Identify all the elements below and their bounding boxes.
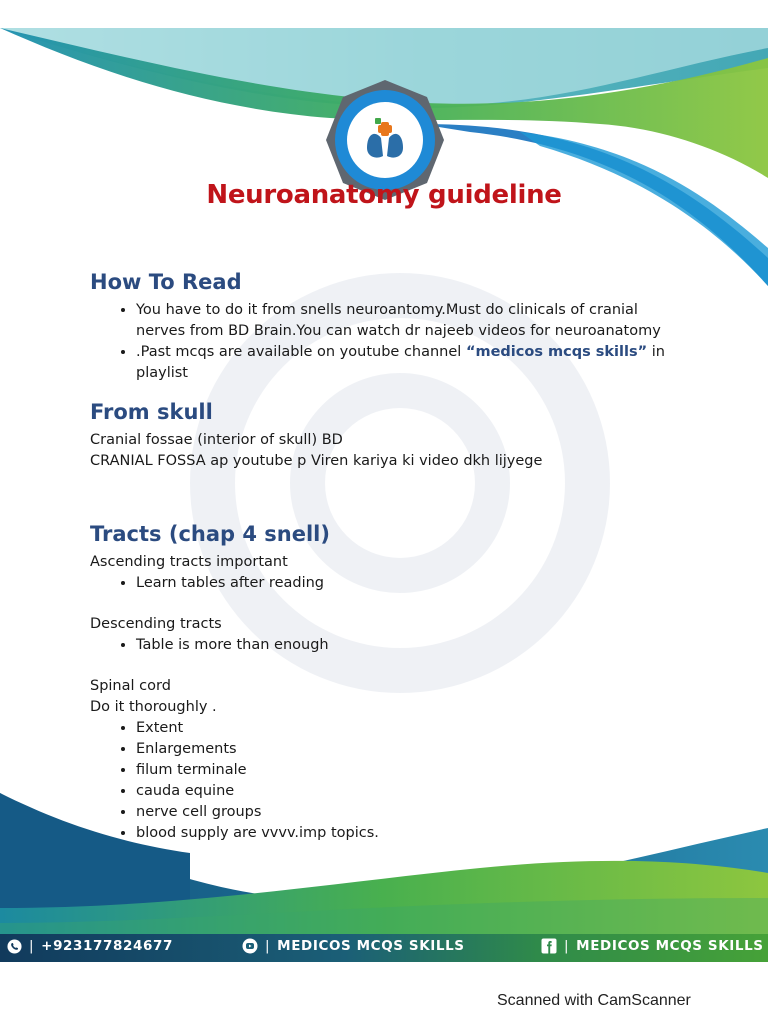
list-item: • Table is more than enough — [136, 635, 690, 656]
list-item: • blood supply are vvvv.imp topics. — [136, 823, 690, 844]
footer-separator: | — [564, 938, 570, 954]
descending-list — [90, 635, 690, 656]
footer-youtube[interactable] — [242, 938, 465, 954]
footer-separator: | — [265, 938, 271, 954]
how-to-read-list — [90, 300, 690, 384]
facebook-icon — [541, 938, 557, 954]
spinal-cord-label: Spinal cord — [90, 678, 171, 694]
list-item: • Enlargements — [136, 739, 690, 760]
spinal-cord-list — [90, 718, 690, 844]
whatsapp-icon — [6, 938, 22, 954]
contact-footer — [0, 934, 768, 960]
heading-tracts: Tracts (chap 4 snell) — [90, 522, 330, 546]
youtube-channel-name: MEDICOS MCQS SKILLS — [277, 938, 465, 954]
ascending-tracts-label: Ascending tracts important — [90, 554, 288, 570]
document-body — [90, 268, 690, 844]
from-skull-line-2: CRANIAL FOSSA ap youtube p Viren kariya ki video dkh lijyege — [90, 453, 543, 469]
facebook-page-name: MEDICOS MCQS SKILLS — [576, 938, 764, 954]
list-item: • Extent — [136, 718, 690, 739]
list-item: • cauda equine — [136, 781, 690, 802]
scanner-watermark-text: Scanned with CamScanner — [497, 992, 691, 1009]
list-item — [136, 342, 690, 384]
bullet-text: .Past mcqs are available on youtube channel — [136, 344, 466, 360]
channel-name-highlight: “medicos mcqs skills” — [465, 344, 648, 360]
descending-tracts-label: Descending tracts — [90, 616, 222, 632]
footer-separator: | — [29, 938, 35, 954]
heading-how-to-read: How To Read — [90, 270, 242, 294]
bullet-text: in playlist — [136, 344, 665, 381]
scanned-page — [0, 28, 768, 962]
list-item: • filum terminale — [136, 760, 690, 781]
phone-number: +923177824677 — [41, 938, 173, 954]
from-skull-line-1: Cranial fossae (interior of skull) BD — [90, 432, 343, 448]
list-item: • You have to do it from snells neuroantomy.Must do clinicals of cranial nerves from BD Brain.You can watch dr najeeb videos for neuroanatomy — [136, 300, 690, 342]
list-item: • nerve cell groups — [136, 802, 690, 823]
ascending-list — [90, 573, 690, 594]
footer-phone[interactable] — [6, 938, 173, 954]
heading-from-skull: From skull — [90, 400, 213, 424]
spinal-cord-subtitle: Do it thoroughly . — [90, 699, 217, 715]
list-item: • Learn tables after reading — [136, 573, 690, 594]
footer-facebook[interactable] — [541, 938, 764, 954]
youtube-icon — [242, 938, 258, 954]
document-title: Neuroanatomy guideline — [206, 180, 562, 210]
